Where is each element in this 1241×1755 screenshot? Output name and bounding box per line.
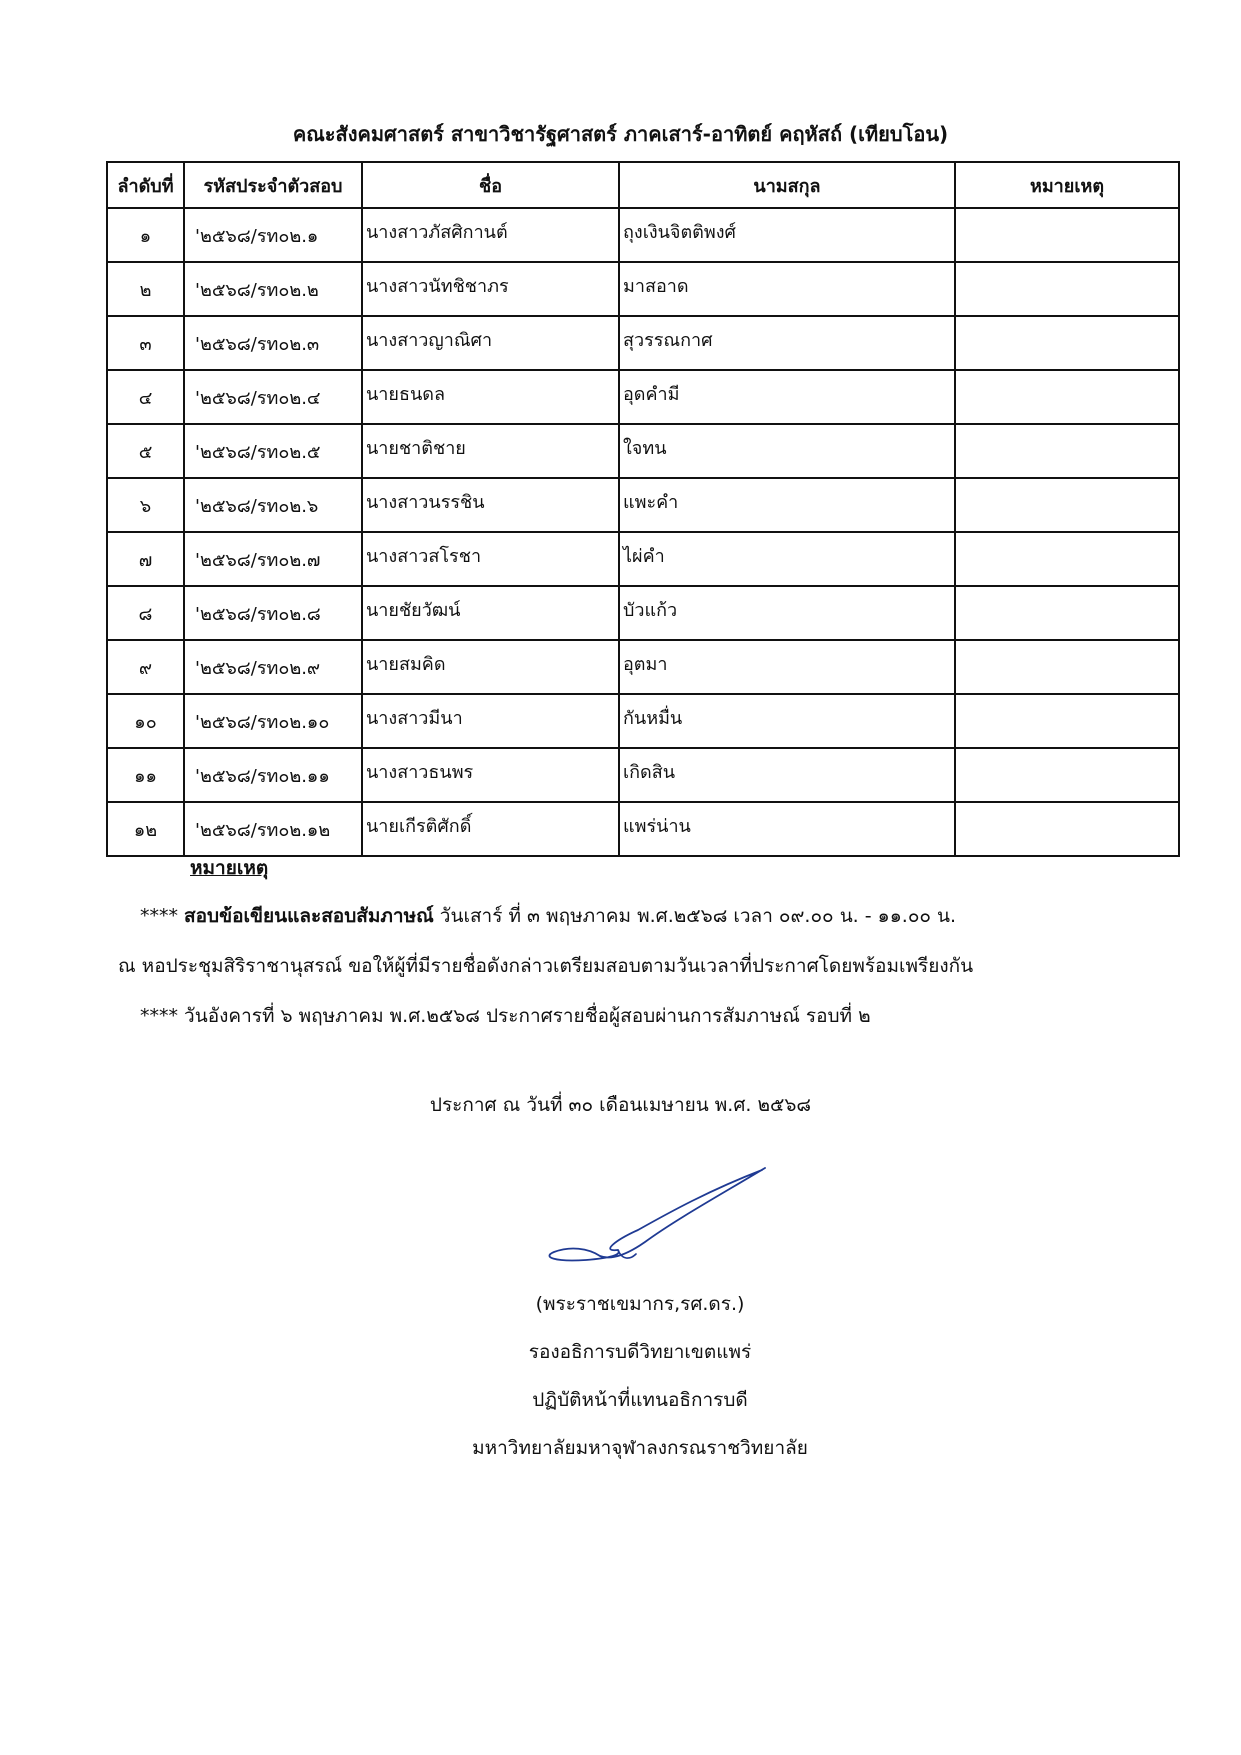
header-surname: นามสกุล <box>619 162 955 208</box>
cell-code: '๒๕๖๘/รท๐๒.๙ <box>184 640 362 694</box>
cell-no: ๑ <box>107 208 184 262</box>
cell-remark <box>955 208 1179 262</box>
cell-remark <box>955 316 1179 370</box>
signature-scribble <box>540 1160 780 1270</box>
university-name: มหาวิทยาลัยมหาจุฬาลงกรณราชวิทยาลัย <box>472 1437 808 1459</box>
cell-name: นางสาวนัทชิชาภร <box>362 262 619 316</box>
cell-name: นางสาวญาณิศา <box>362 316 619 370</box>
cell-surname: ถุงเงินจิตติพงศ์ <box>619 208 955 262</box>
note-line-result: **** วันอังคารที่ ๖ พฤษภาคม พ.ศ.๒๕๖๘ ประกาศรายชื่อผู้สอบผ่านการสัมภาษณ์ รอบที่ ๒ <box>140 1005 871 1027</box>
cell-remark <box>955 478 1179 532</box>
cell-name: นางสาวสโรชา <box>362 532 619 586</box>
header-name: ชื่อ <box>362 162 619 208</box>
note-line-venue: ณ หอประชุมสิริราชานุสรณ์ ขอให้ผู้ที่มีรายชื่อดังกล่าวเตรียมสอบตามวันเวลาที่ประกาศโดยพร้อมเพรียงกัน <box>118 955 974 977</box>
signatory-name: (พระราชเขมากร,รศ.ดร.) <box>535 1293 745 1315</box>
header-code: รหัสประจำตัวสอบ <box>184 162 362 208</box>
table-row <box>107 532 1179 586</box>
candidate-table <box>106 161 1180 857</box>
cell-code: '๒๕๖๘/รท๐๒.๖ <box>184 478 362 532</box>
cell-no: ๒ <box>107 262 184 316</box>
table-header-row <box>107 162 1179 208</box>
cell-no: ๑๒ <box>107 802 184 856</box>
table-row <box>107 748 1179 802</box>
cell-surname: บัวแก้ว <box>619 586 955 640</box>
cell-code: '๒๕๖๘/รท๐๒.๕ <box>184 424 362 478</box>
cell-remark <box>955 748 1179 802</box>
cell-no: ๙ <box>107 640 184 694</box>
signature <box>540 1160 780 1274</box>
cell-remark <box>955 694 1179 748</box>
cell-surname: แพะคำ <box>619 478 955 532</box>
cell-no: ๘ <box>107 586 184 640</box>
cell-surname: กันหมื่น <box>619 694 955 748</box>
signatory-position: รองอธิการบดีวิทยาเขตแพร่ <box>528 1341 752 1363</box>
table-row <box>107 316 1179 370</box>
note-line-exam <box>118 891 1118 941</box>
cell-remark <box>955 586 1179 640</box>
cell-surname: แพร่น่าน <box>619 802 955 856</box>
table-row <box>107 370 1179 424</box>
cell-name: นางสาวนรรชิน <box>362 478 619 532</box>
cell-code: '๒๕๖๘/รท๐๒.๘ <box>184 586 362 640</box>
table-row <box>107 262 1179 316</box>
table-row <box>107 478 1179 532</box>
cell-surname: สุวรรณกาศ <box>619 316 955 370</box>
document-heading: คณะสังคมศาสตร์ สาขาวิชารัฐศาสตร์ ภาคเสาร์-อาทิตย์ คฤหัสถ์ (เทียบโอน) <box>292 122 949 146</box>
cell-name: นายเกีรติศักดิ์ <box>362 802 619 856</box>
notes-section <box>118 845 1118 1041</box>
note-line-exam-rest: วันเสาร์ ที่ ๓ พฤษภาคม พ.ศ.๒๕๖๘ เวลา ๐๙.๐๐ น. - ๑๑.๐๐ น. <box>433 905 957 927</box>
cell-code: '๒๕๖๘/รท๐๒.๑๒ <box>184 802 362 856</box>
cell-name: นางสาวธนพร <box>362 748 619 802</box>
cell-remark <box>955 532 1179 586</box>
cell-remark <box>955 640 1179 694</box>
cell-name: นางสาวมีนา <box>362 694 619 748</box>
table-row <box>107 424 1179 478</box>
signatory-acting: ปฏิบัติหน้าที่แทนอธิการบดี <box>532 1389 748 1411</box>
cell-surname: อุตมา <box>619 640 955 694</box>
cell-code: '๒๕๖๘/รท๐๒.๓ <box>184 316 362 370</box>
cell-name: นายธนดล <box>362 370 619 424</box>
cell-name: นางสาวภัสศิกานต์ <box>362 208 619 262</box>
cell-surname: ใจทน <box>619 424 955 478</box>
header-remark: หมายเหตุ <box>955 162 1179 208</box>
cell-remark <box>955 370 1179 424</box>
cell-remark <box>955 424 1179 478</box>
cell-name: นายชาติชาย <box>362 424 619 478</box>
table-row <box>107 694 1179 748</box>
cell-no: ๖ <box>107 478 184 532</box>
closing-block <box>400 1280 880 1472</box>
table-row <box>107 640 1179 694</box>
cell-no: ๔ <box>107 370 184 424</box>
cell-code: '๒๕๖๘/รท๐๒.๑๐ <box>184 694 362 748</box>
cell-code: '๒๕๖๘/รท๐๒.๗ <box>184 532 362 586</box>
header-no: ลำดับที่ <box>107 162 184 208</box>
cell-code: '๒๕๖๘/รท๐๒.๑๑ <box>184 748 362 802</box>
cell-surname: อุดคำมี <box>619 370 955 424</box>
cell-no: ๑๑ <box>107 748 184 802</box>
cell-code: '๒๕๖๘/รท๐๒.๑ <box>184 208 362 262</box>
cell-name: นายชัยวัฒน์ <box>362 586 619 640</box>
cell-surname: มาสอาด <box>619 262 955 316</box>
cell-code: '๒๕๖๘/รท๐๒.๒ <box>184 262 362 316</box>
cell-surname: ไผ่คำ <box>619 532 955 586</box>
table-row <box>107 586 1179 640</box>
cell-no: ๗ <box>107 532 184 586</box>
cell-no: ๑๐ <box>107 694 184 748</box>
cell-no: ๓ <box>107 316 184 370</box>
cell-name: นายสมคิด <box>362 640 619 694</box>
note-line-exam-bold: สอบข้อเขียนและสอบสัมภาษณ์ <box>184 905 434 927</box>
notes-title: หมายเหตุ <box>190 857 269 879</box>
cell-surname: เกิดสิน <box>619 748 955 802</box>
cell-no: ๕ <box>107 424 184 478</box>
announcement-date: ประกาศ ณ วันที่ ๓๐ เดือนเมษายน พ.ศ. ๒๕๖๘ <box>429 1094 812 1116</box>
note-line-exam-prefix: **** <box>140 905 185 927</box>
cell-remark <box>955 262 1179 316</box>
cell-code: '๒๕๖๘/รท๐๒.๔ <box>184 370 362 424</box>
table-row <box>107 208 1179 262</box>
